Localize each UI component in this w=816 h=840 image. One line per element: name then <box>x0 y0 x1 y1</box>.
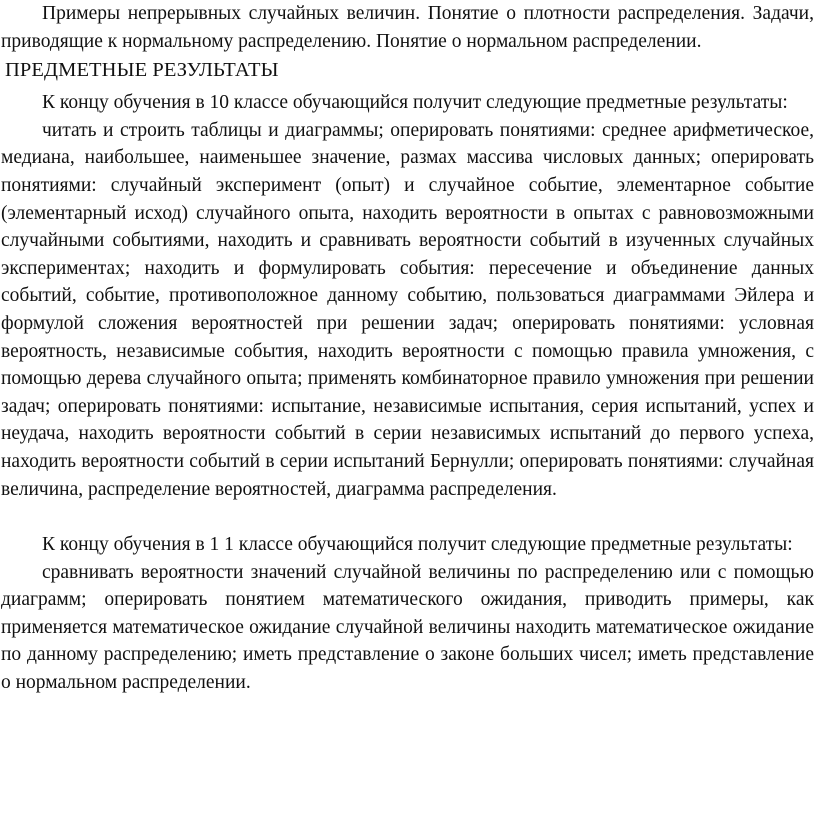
intro-paragraph: Примеры непрерывных случайных величин. Понятие о плотности распределения. Задачи, приводящие к нормальному распределению. Понятие о нормальном распределении. <box>1 3 814 52</box>
spacer <box>1 503 814 531</box>
section-heading: ПРЕДМЕТНЫЕ РЕЗУЛЬТАТЫ <box>5 59 279 82</box>
grade11-intro-paragraph: К концу обучения в 1 1 классе обучающийся получит следующие предметные результаты: <box>42 534 793 556</box>
grade10-intro-paragraph: К концу обучения в 10 классе обучающийся получит следующие предметные результаты: <box>42 92 788 114</box>
grade11-results-paragraph: сравнивать вероятности значений случайной величины по распределению или с помощью диаграмм; оперировать понятием математического ожидания, приводить примеры, как применяется математическое ожидание случайной величины находить математическое ожидание по данному распределению; иметь представление о законе больших чисел; иметь представление о нормальном распределении. <box>1 561 814 694</box>
grade10-results-paragraph: читать и строить таблицы и диаграммы; оперировать понятиями: среднее арифметическое, медиана, наибольшее, наименьшее значение, размах массива числовых данных; оперировать понятиями: случайный эксперимент (опыт) и случайное событие, элементарное событие (элементарный исход) случайного опыта, находить вероятности в опытах с равновозможными случайными событиями, находить и сравнивать вероятности событий в изученных случайных экспериментах; находить и формулировать события: пересечение и объединение данных событий, событие, противоположное данному событию, пользоваться диаграммами Эйлера и формулой сложения вероятностей при решении задач; оперировать понятиями: условная вероятность, независимые события, находить вероятности с помощью правила умножения, с помощью дерева случайного опыта; применять комбинаторное правило умножения при решении задач; оперировать понятиями: испытание, независимые испытания, серия испытаний, успех и неудача, находить вероятности событий в серии независимых испытаний до первого успеха, находить вероятности событий в серии испытаний Бернулли; оперировать понятиями: случайная величина, распределение вероятностей, диаграмма распределения. <box>1 119 814 500</box>
